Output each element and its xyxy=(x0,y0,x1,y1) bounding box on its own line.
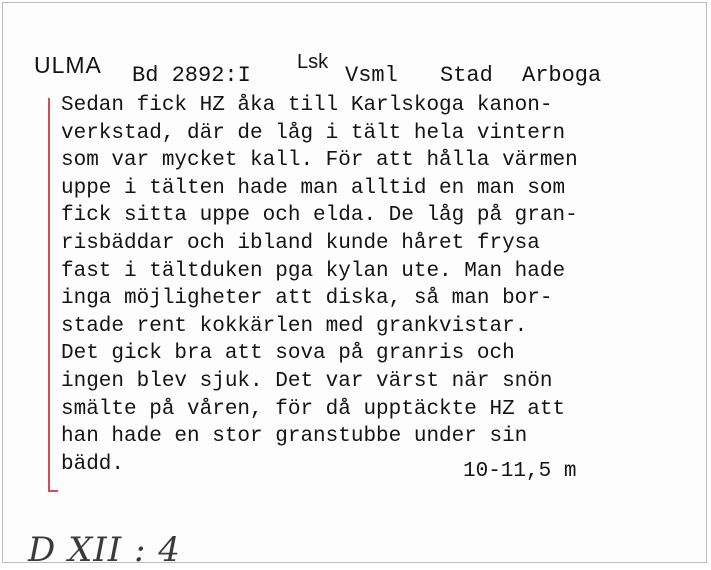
card-body-text xyxy=(61,92,578,478)
record-number: Bd 2892:I xyxy=(132,63,251,88)
measure-value: 10-11,5 m xyxy=(463,460,577,483)
lsk-label: Lsk xyxy=(297,51,329,73)
place-type-label: Stad xyxy=(440,63,493,88)
body-line: Det gick bra att sova på granris och xyxy=(61,342,515,366)
body-line: bädd. xyxy=(61,452,125,476)
body-line: som var mycket kall. För att hålla värmen xyxy=(61,149,578,173)
place-label: Arboga xyxy=(522,63,602,88)
body-line: risbäddar och ibland kunde håret frysa xyxy=(61,231,540,255)
body-line: fast i tältduken pga kylan ute. Man hade xyxy=(61,259,566,283)
body-line: fick sitta uppe och elda. De låg på gran- xyxy=(61,204,578,228)
body-line: uppe i tälten hade man alltid en man som xyxy=(61,176,566,200)
margin-line xyxy=(48,98,50,492)
handwritten-code: D XII : 4 xyxy=(28,530,181,570)
margin-line-foot xyxy=(48,490,58,492)
body-line: stade rent kokkärlen med grankvistar. xyxy=(61,314,528,338)
body-line: han hade en stor granstubbe under sin xyxy=(61,425,528,449)
body-line: ingen blev sjuk. Det var värst när snön xyxy=(61,369,553,393)
archive-label: ULMA xyxy=(34,52,102,78)
body-line: inga möjligheter att diska, så man bor- xyxy=(61,287,553,311)
body-line: verkstad, där de låg i tält hela vintern xyxy=(61,121,566,145)
body-line: Sedan fick HZ åka till Karlskoga kanon- xyxy=(61,94,553,117)
region-label: Vsml xyxy=(345,63,398,88)
body-line: smälte på våren, för då upptäckte HZ att xyxy=(61,397,566,421)
